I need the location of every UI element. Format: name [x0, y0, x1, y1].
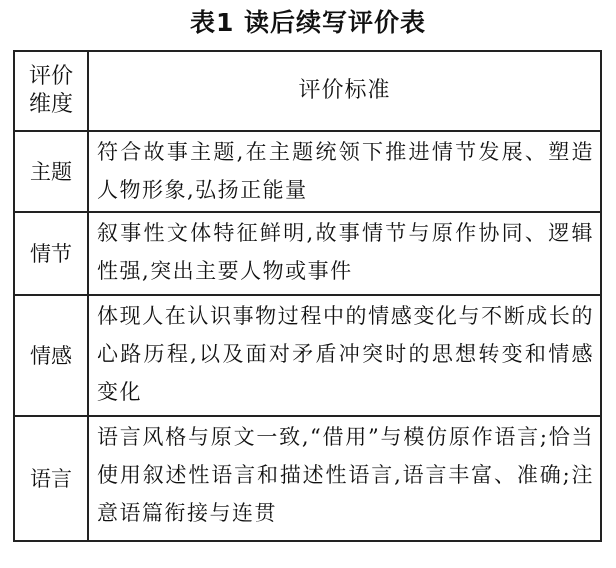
table-row [14, 212, 601, 295]
row-standard: 叙事性文体特征鲜明,故事情节与原作协同、逻辑性强,突出主要人物或事件 [88, 212, 601, 295]
table-header-row [14, 51, 601, 131]
header-dimension: 评价维度 [14, 51, 88, 131]
row-standard: 符合故事主题,在主题统领下推进情节发展、塑造人物形象,弘扬正能量 [88, 131, 601, 212]
row-standard: 体现人在认识事物过程中的情感变化与不断成长的心路历程,以及面对矛盾冲突时的思想转变和情感变化 [88, 295, 601, 416]
row-dimension: 语言 [14, 416, 88, 541]
row-dimension: 主题 [14, 131, 88, 212]
row-dimension: 情感 [14, 295, 88, 416]
table-row [14, 416, 601, 541]
table-row [14, 131, 601, 212]
table-title: 表1 读后续写评价表 [189, 8, 427, 37]
row-standard: 语言风格与原文一致,“借用”与模仿原作语言;恰当使用叙述性语言和描述性语言,语言丰富、准确;注意语篇衔接与连贯 [88, 416, 601, 541]
evaluation-table [13, 50, 602, 542]
header-standard: 评价标准 [88, 51, 601, 131]
row-dimension: 情节 [14, 212, 88, 295]
table-row [14, 295, 601, 416]
